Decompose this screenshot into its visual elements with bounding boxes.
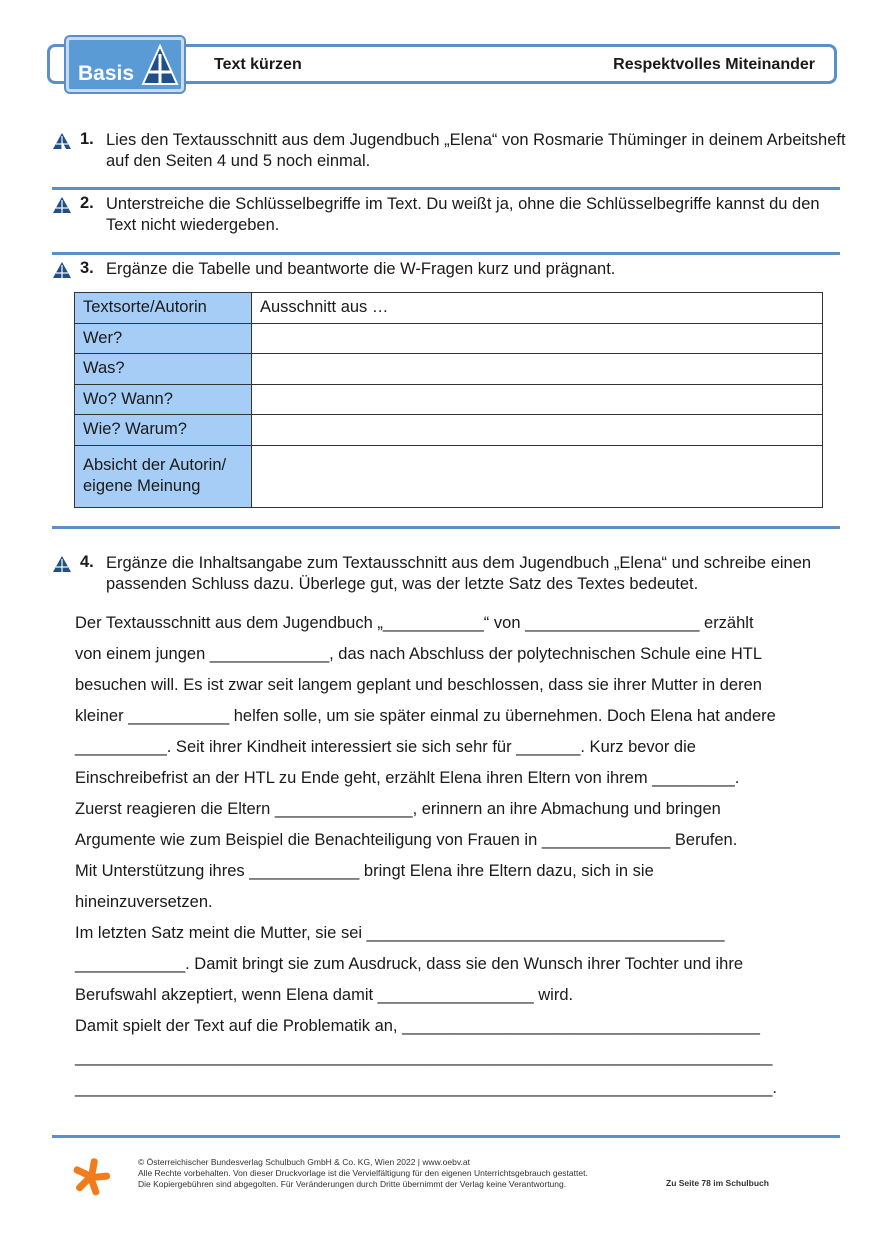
task-instruction: Unterstreiche die Schlüsselbegriffe im Text. Du weißt ja, ohne die Schlüsselbegriffe kannst du den Text nicht wiedergeben. [106,195,820,234]
cloze-line[interactable]: ____________________________________________________________________________. [75,1079,777,1097]
task-instruction: Lies den Textausschnitt aus dem Jugendbuch „Elena“ von Rosmarie Thüminger in deinem Arbeitsheft auf den Seiten 4 und 5 noch einmal. [106,131,846,170]
cloze-line[interactable]: besuchen will. Es ist zwar seit langem geplant und beschlossen, dass sie ihrer Mutter in deren [75,676,762,694]
w-questions-table [74,292,823,508]
task-instruction: Ergänze die Inhaltsangabe zum Textausschnitt aus dem Jugendbuch „Elena“ und schreibe einen passenden Schluss dazu. Überlege gut, was der letzte Satz des Textes bedeutet. [106,554,812,593]
table-row [75,323,823,354]
level-triangle-icon [141,44,179,86]
table-row [75,293,823,324]
cloze-line[interactable]: Argumente wie zum Beispiel die Benachteiligung von Frauen in ______________ Berufen. [75,831,738,849]
cloze-line[interactable]: Mit Unterstützung ihres ____________ bringt Elena ihre Eltern dazu, sich in sie [75,862,654,880]
row-label-line: Absicht der Autorin/ [83,456,227,474]
cloze-line[interactable]: Berufswahl akzeptiert, wenn Elena damit _________________ wird. [75,986,574,1004]
copyright-notice [138,1157,588,1190]
cloze-line[interactable]: Im letzten Satz meint die Mutter, sie sei _______________________________________ [75,924,725,942]
basis-logo [66,37,184,92]
cloze-line[interactable]: __________. Seit ihrer Kindheit interessiert sie sich sehr für _______. Kurz bevor die [75,738,696,756]
answer-cell[interactable] [252,384,823,415]
section-divider [52,252,840,255]
answer-cell[interactable] [252,354,823,385]
answer-cell[interactable] [252,323,823,354]
cloze-line[interactable]: Einschreibefrist an der HTL zu Ende geht, erzählt Elena ihren Eltern von ihrem _________. [75,769,740,787]
row-label [75,445,252,507]
row-label: Wo? Wann? [75,384,252,415]
row-label: Was? [75,354,252,385]
cloze-line[interactable]: kleiner ___________ helfen solle, um sie später einmal zu übernehmen. Doch Elena hat andere [75,707,776,725]
cloze-line[interactable]: ____________________________________________________________________________ [75,1048,773,1066]
logo-text: Basis [78,62,135,85]
page-reference: Zu Seite 78 im Schulbuch [666,1178,769,1188]
level-triangle-icon [52,196,72,214]
cloze-line[interactable]: Damit spielt der Text auf die Problematik an, _______________________________________ [75,1017,760,1035]
answer-cell[interactable] [252,415,823,446]
unit-title: Respektvolles Miteinander [613,56,815,73]
cloze-line[interactable]: ____________. Damit bringt sie zum Ausdruck, dass sie den Wunsch ihrer Tochter und ihre [75,955,744,973]
task-number: 1. [80,130,94,148]
section-divider [52,526,840,529]
task-number: 2. [80,194,94,212]
publisher-logo-icon [72,1157,110,1197]
summary-cloze-text[interactable] [75,608,855,1104]
table-row [75,415,823,446]
level-triangle-icon [52,555,72,573]
level-triangle-icon [52,261,72,279]
worksheet-title: Text kürzen [214,56,302,73]
level-triangle-icon [52,132,72,150]
cloze-line[interactable]: von einem jungen _____________, das nach Abschluss der polytechnischen Schule eine HTL [75,645,763,663]
table-row [75,384,823,415]
section-divider [52,187,840,190]
row-label: Wie? Warum? [75,415,252,446]
answer-cell[interactable] [252,445,823,507]
table-row [75,354,823,385]
cloze-line[interactable]: Zuerst reagieren die Eltern _______________, erinnern an ihre Abmachung und bringen [75,800,721,818]
task-number: 3. [80,259,94,277]
footer-divider [52,1135,840,1138]
copyright-line: © Österreichischer Bundesverlag Schulbuch GmbH & Co. KG, Wien 2022 | www.oebv.at [138,1157,470,1167]
answer-cell[interactable]: Ausschnitt aus … [252,293,823,324]
cloze-line[interactable]: Der Textausschnitt aus dem Jugendbuch „___________“ von ___________________ erzählt [75,614,754,632]
copyright-line: Alle Rechte vorbehalten. Von dieser Druckvorlage ist die Vervielfältigung für den eigenen Unterrichtsgebrauch gestattet. [138,1168,588,1178]
table-row [75,445,823,507]
row-label-line: eigene Meinung [83,477,201,495]
copyright-line: Die Kopiergebühren sind abgegolten. Für Veränderungen durch Dritte übernimmt der Verlag keine Verantwortung. [138,1179,567,1189]
cloze-line[interactable]: hineinzuversetzen. [75,893,213,911]
row-label: Textsorte/Autorin [75,293,252,324]
task-number: 4. [80,553,94,571]
row-label: Wer? [75,323,252,354]
task-instruction: Ergänze die Tabelle und beantworte die W-Fragen kurz und prägnant. [106,260,616,278]
